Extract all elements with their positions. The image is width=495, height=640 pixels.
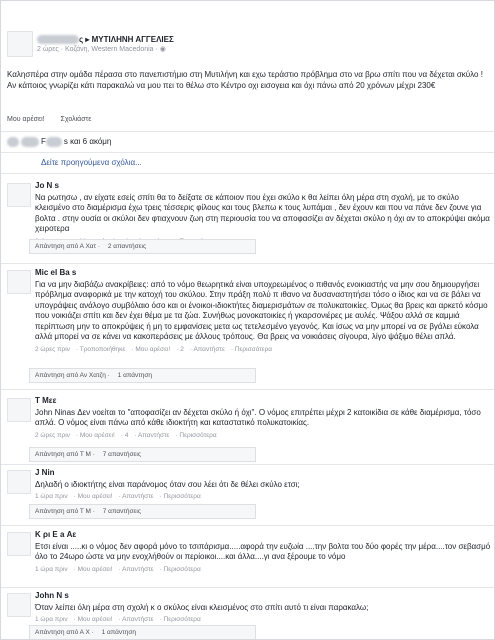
comment-text: Να ρωτησω , αν είχατε εσείς σπίτι θα το δείξατε σε κάποιον που έχει σκύλο κ θα λείπει όλη μέρα στη σχολή, με το σκύλο κλεισμένο στο διαμέρισμα έχω τρεις τέσσερις φίλους και τους βλεπω κ τους λυπάμαι , δεν έχουν και που να πάνε δεν ζουνε για βολτα . στην ουσία οι σκύλοι δεν φτιαχνουν ζωη στη περιουσία του να αποφασίζει αν δέχεται σκύλο η όχι αν το αποκρύψει ακόμα χειροτερα <box>35 192 490 233</box>
comment-time[interactable]: 1 ώρα πριν <box>35 493 68 500</box>
divider <box>1 587 494 588</box>
redacted-author-name <box>37 35 79 44</box>
reply-author: Απάντηση από Α Χατ <box>35 243 97 250</box>
comment-reply-button[interactable]: Απαντήστε <box>122 493 154 500</box>
post-actions <box>7 116 105 123</box>
commenter-avatar[interactable] <box>7 270 31 294</box>
globe-icon: ◉ <box>159 46 166 53</box>
commenter-name[interactable]: K ρι Ε a Αε <box>35 530 77 539</box>
reply-summary[interactable]: Απάντηση από Αν Χατζη · 1 απάντηση <box>29 368 256 383</box>
comment-like-count: 4 <box>124 431 129 439</box>
group-name[interactable]: ΜΥΤΙΛΗΝΗ ΑΓΓΕΛΙΕΣ <box>91 35 174 44</box>
comment-edited-label[interactable]: Τροποποιήθηκε <box>79 345 126 353</box>
reply-count: 2 απαντήσεις <box>107 243 147 250</box>
comment-text: Δηλαδή ο ιδιοκτήτης είναι παράνομος όταν σου λέει ότι δε θέλει σκύλο ετσι; <box>35 479 300 489</box>
redacted-liker-name-2 <box>46 137 62 147</box>
likers-line[interactable] <box>7 137 111 147</box>
commenter-name[interactable]: T Μεε <box>35 396 57 405</box>
author-avatar[interactable] <box>7 31 33 57</box>
commenter-name[interactable]: Mic el Ba s <box>35 268 77 277</box>
view-previous-comments[interactable]: Δείτε προηγούμενα σχόλια... <box>41 158 142 167</box>
comment-like-button[interactable]: Μου αρέσει! <box>77 565 113 573</box>
commenter-avatar[interactable] <box>7 470 31 494</box>
comment-meta: 1 ώρα πριν · Μου αρέσει! · Απαντήστε · Περισσότερα <box>35 565 201 573</box>
reply-summary[interactable]: Απάντηση από Α Χατ · 2 απαντήσεις <box>29 239 256 254</box>
divider <box>1 152 494 153</box>
comment-like-button[interactable]: Μου αρέσει! <box>79 431 115 439</box>
post-meta-text: 2 ώρες · Κοζάνη, Western Macedonia · <box>37 46 158 53</box>
commenter-avatar[interactable] <box>7 593 31 617</box>
likers-suffix: s και 6 ακόμη <box>63 137 112 147</box>
commenter-avatar[interactable] <box>7 532 31 556</box>
reply-author: Απάντηση από Αν Χατζη <box>35 372 106 379</box>
liker-name-fragment: F <box>41 137 46 147</box>
comment-reply-button[interactable]: Απαντήστε <box>122 616 154 623</box>
reply-summary[interactable]: Απάντηση από Τ Μ · 7 απαντήσεις <box>29 504 256 519</box>
comment-time[interactable]: 1 ώρα πριν <box>35 565 68 573</box>
comment-text: John Ninas Δεν νοείται το "αποφασίζει αν δέχεται σκύλο ή όχι". Ο νόμος επιτρέπει μέχρι 2 κατοικίδια σε κάθε διαμέρισμα, τόσο απλά. Ο νόμος είναι πάνω από κάθε ιδιοκτήτη και καταστατικό πολυκατοικίας. <box>35 407 481 427</box>
comment-more-button[interactable]: Περισσότερα <box>163 616 201 623</box>
comment-text: Για να μην διαβάζω ανακρίβειες: από το νόμο θεωρητικά είναι υποχρεωμένος ο πιθανός ενοικιαστής να μην σου δημιουργήσει πρόβλημα αναφορικά με την κατοχή του σκύλου. Στην πράξη πολύ π ιθανο να δυσαναστητήσει τόσο ο ίδιος και να σε βάλει να υπογράψεις ανάλογο συμβόλαιο όσο και οι ένοικοι-ιδιοκτήτες διαμερισμάτων σε πολυκατοικίες. Όμως θα βρεις και αρκετό κόσμο που νοικιάζει σπίτι και δεν έχει θέμα με τα ζώα. Συνήθως μονοκατοικίες ή γκαρσονιέρες με αυλές. Ψάξου αλλά σε καμμιά περίπτωση μην το αποκρύψεις ή μη το εμφανίσεις μετα ως τετελεσμένο γεγονός. Και ίσως να μην μπορεί να σε βγάλει εύκολα αλλά μπορεί να σε κάνει να κακοπεράσεις με άλλους τρόπους. Θα βρεις να νοικιάσεις σίγουρα, λίγο ψάξιμο θέλει απλά. <box>35 279 488 341</box>
commenter-name[interactable]: J Nin <box>35 468 55 477</box>
comment-like-count: 2 <box>180 345 184 353</box>
divider <box>1 525 494 526</box>
comment-meta: 2 ώρες πριν · Μου αρέσει! · 4 · Απαντήστε · Περισσότερα <box>35 431 217 439</box>
divider <box>1 464 494 465</box>
like-button[interactable]: Μου αρέσει! <box>7 116 45 123</box>
reply-author: Απάντηση από Α Χ <box>35 629 90 636</box>
comment-time[interactable]: 2 ώρες πριν <box>35 431 70 439</box>
redacted-liker-name <box>21 137 39 147</box>
comment-time[interactable]: 1 ώρα πριν <box>35 616 68 623</box>
post-meta <box>37 45 166 53</box>
comment-reply-button[interactable]: Απαντήστε <box>138 431 170 439</box>
commenter-avatar[interactable] <box>7 398 31 422</box>
comment-button[interactable]: Σχολιάστε <box>60 116 92 123</box>
divider <box>1 389 494 390</box>
divider <box>1 131 494 132</box>
reply-author: Απάντηση από Τ Μ <box>35 508 91 515</box>
comment-meta: 1 ώρα πριν · Μου αρέσει! · Απαντήστε · Περισσότερα <box>35 493 201 500</box>
reply-count: 7 απαντήσεις <box>102 451 142 458</box>
comment-more-button[interactable]: Περισσότερα <box>163 565 201 573</box>
commenter-avatar[interactable] <box>7 183 31 207</box>
comment-like-button[interactable]: Μου αρέσει! <box>77 493 113 500</box>
divider <box>1 173 494 174</box>
reaction-icon <box>7 137 19 147</box>
comment-reply-button[interactable]: Απαντήστε <box>193 345 225 353</box>
author-name-fragment[interactable]: ς <box>79 35 84 44</box>
comment-more-button[interactable]: Περισσότερα <box>234 345 273 353</box>
commenter-name[interactable]: Jo N s <box>35 181 60 190</box>
reply-summary[interactable]: Απάντηση από Τ Μ · 7 απαντήσεις <box>29 447 256 462</box>
comment-more-button[interactable]: Περισσότερα <box>179 431 217 439</box>
comment-meta: 1 ώρα πριν · Μου αρέσει! · Απαντήστε · Περισσότερα <box>35 616 201 623</box>
comment-meta: 2 ώρες πριν · Τροποποιήθηκε · Μου αρέσει! · 2 · Απαντήστε · Περισσότερα <box>35 345 273 353</box>
comment-like-button[interactable]: Μου αρέσει! <box>135 345 171 353</box>
reply-count: 1 απάντηση <box>117 372 153 379</box>
comment-text: Ετσι είναι .....κι ο νόμος δεν αφορά μόνο το τσιπάρισμα.....αφορά την ευζωία ....την βολτα του δύο φορές την μέρα....τον σεβασμό όλο το 24ωρο ώστε να μην ενοχλήθούν οι περίοικοι....και άλλα....γι ανα ξέρουμε το νόμο <box>35 541 491 561</box>
reply-author: Απάντηση από Τ Μ <box>35 451 91 458</box>
commenter-name[interactable]: John N s <box>35 591 69 600</box>
reply-count: 1 απάντηση <box>101 629 136 636</box>
reply-summary[interactable]: Απάντηση από Α Χ · 1 απάντηση <box>29 625 256 640</box>
comment-more-button[interactable]: Περισσότερα <box>163 493 201 500</box>
post-text: Καλησπέρα στην ομάδα πέρασα στο πανεπιστήμιο στη Μυτιλήνη και εχω τεράστιο πρόβλημα στο να βρω σπίτι που να δέχεται σκύλο ! Αν κάποιος γνωρίζει κάτι παρακαλώ να μου πει το θέλω στο Κέντρο οχι εισογεια και όχι πάνω από 20 χρόνων μέχρι 230€ <box>7 70 483 90</box>
comment-time[interactable]: 2 ώρες πριν <box>35 345 70 353</box>
divider <box>1 263 494 264</box>
comment-text: Όταν λείπει όλη μέρα στη σχολή κ ο σκύλος είναι κλεισμένος στο σπίτι αυτό τι είναι παρακαλω; <box>35 602 369 612</box>
reply-count: 7 απαντήσεις <box>102 508 142 515</box>
comment-reply-button[interactable]: Απαντήστε <box>122 565 154 573</box>
post-author-line: ς ▸ ΜΥΤΙΛΗΝΗ ΑΓΓΕΛΙΕΣ <box>37 35 174 44</box>
comment-like-button[interactable]: Μου αρέσει! <box>77 616 113 623</box>
